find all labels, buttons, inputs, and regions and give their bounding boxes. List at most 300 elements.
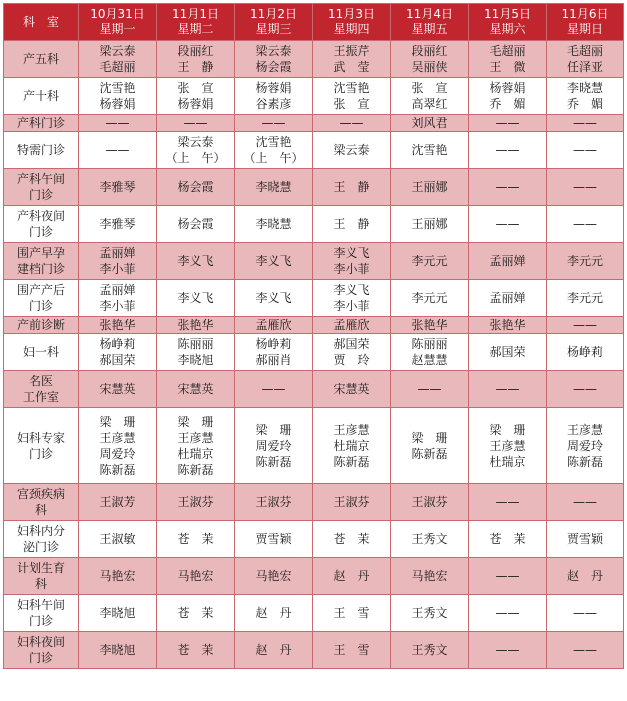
department-cell <box>4 317 79 334</box>
department-name-line: 建档门诊 <box>16 262 65 276</box>
doctor-name: 杨峥莉 <box>255 337 292 351</box>
doctor-name: 杨会霞 <box>177 180 214 194</box>
schedule-cell <box>235 132 313 169</box>
doctor-name: 王淑芬 <box>255 495 292 509</box>
schedule-cell <box>469 632 547 669</box>
doctor-name: 段丽红 <box>177 44 214 58</box>
table-row <box>4 632 624 669</box>
department-name-line: 妇一科 <box>22 345 59 359</box>
doctor-name: —— <box>573 643 597 657</box>
doctor-name: —— <box>495 217 520 231</box>
department-cell <box>4 558 79 595</box>
department-name-line: 产前诊断 <box>16 318 65 332</box>
doctor-name: —— <box>573 495 597 509</box>
day-weekday: 星期四 <box>333 22 370 36</box>
department-name-line: 名医 <box>28 374 53 388</box>
table-row <box>4 243 624 280</box>
schedule-cell <box>547 115 624 132</box>
table-row <box>4 371 624 408</box>
doctor-name: 杨会霞 <box>177 217 214 231</box>
schedule-cell <box>469 595 547 632</box>
schedule-cell <box>391 595 469 632</box>
department-name-line: 特需门诊 <box>16 143 65 157</box>
doctor-name: 王 静 <box>177 60 214 74</box>
doctor-name: 赵 丹 <box>566 569 603 583</box>
schedule-cell <box>235 484 313 521</box>
schedule-cell <box>79 595 157 632</box>
department-name-line: 产五科 <box>22 52 59 66</box>
department-name-line: 产科夜间 <box>16 209 65 223</box>
schedule-cell <box>157 558 235 595</box>
doctor-name: 杨峥莉 <box>99 337 136 351</box>
schedule-cell <box>157 484 235 521</box>
department-name-line: 泌门诊 <box>22 540 59 554</box>
schedule-cell <box>313 41 391 78</box>
doctor-name: 李义飞 <box>255 291 292 305</box>
doctor-name: 张艳华 <box>489 318 526 332</box>
schedule-cell <box>391 41 469 78</box>
schedule-cell <box>547 632 624 669</box>
doctor-name: 王 静 <box>333 217 370 231</box>
schedule-cell <box>79 558 157 595</box>
doctor-name: 赵 丹 <box>333 569 370 583</box>
doctor-name: 梁云泰 <box>255 44 292 58</box>
schedule-cell <box>391 334 469 371</box>
schedule-cell <box>235 169 313 206</box>
department-name-line: 门诊 <box>28 299 53 313</box>
schedule-cell <box>547 169 624 206</box>
schedule-cell <box>313 132 391 169</box>
schedule-cell <box>547 78 624 115</box>
department-cell <box>4 484 79 521</box>
doctor-name: —— <box>495 606 520 620</box>
doctor-name: 梁云泰 <box>333 143 370 157</box>
department-cell <box>4 521 79 558</box>
doctor-name: 李晓旭 <box>99 643 136 657</box>
schedule-cell <box>79 371 157 408</box>
schedule-cell <box>157 132 235 169</box>
schedule-cell <box>79 115 157 132</box>
doctor-name: 周爱玲 <box>566 438 603 453</box>
doctor-name: 王振芹 <box>333 44 370 58</box>
doctor-name: 王丽娜 <box>411 217 448 231</box>
doctor-name: 李雅琴 <box>99 217 136 231</box>
doctor-name: 李晓慧 <box>566 81 603 95</box>
doctor-name: 李义飞 <box>177 254 214 268</box>
schedule-cell <box>313 595 391 632</box>
doctor-name: 郝国荣 <box>99 353 136 367</box>
department-cell <box>4 169 79 206</box>
doctor-name: 孟丽婵 <box>489 291 526 305</box>
day-weekday: 星期一 <box>99 22 136 36</box>
doctor-name: 沈雪艳 <box>411 143 448 157</box>
schedule-cell <box>157 521 235 558</box>
schedule-cell <box>469 115 547 132</box>
day-weekday: 星期日 <box>566 22 603 36</box>
doctor-name: 周爱玲 <box>99 446 136 461</box>
table-row <box>4 317 624 334</box>
doctor-name: 马艳宏 <box>99 569 136 583</box>
doctor-name: 郝国荣 <box>489 345 526 359</box>
schedule-cell <box>313 408 391 484</box>
doctor-name: 梁 珊 <box>489 422 526 437</box>
doctor-name: 李晓慧 <box>255 180 292 194</box>
doctor-name: 杨会霞 <box>255 60 292 74</box>
department-name-line: 门诊 <box>28 225 53 239</box>
table-row <box>4 484 624 521</box>
schedule-cell <box>469 206 547 243</box>
doctor-name: —— <box>105 143 130 157</box>
doctor-name: 吴丽侠 <box>411 60 448 74</box>
doctor-name: 李晓旭 <box>99 606 136 620</box>
doctor-name: 贾 玲 <box>333 353 370 367</box>
doctor-name: 王淑芬 <box>177 495 214 509</box>
doctor-name: 李小菲 <box>99 262 136 276</box>
department-name-line: 工作室 <box>22 390 59 404</box>
doctor-name: 张艳华 <box>411 318 448 332</box>
doctor-name: 谷素彦 <box>255 97 292 111</box>
schedule-cell <box>469 334 547 371</box>
doctor-name: 乔 媚 <box>489 97 526 111</box>
schedule-cell <box>79 41 157 78</box>
doctor-name: 宋慧英 <box>99 382 136 396</box>
doctor-name: 梁 珊 <box>177 414 214 429</box>
doctor-name: 李小菲 <box>333 299 370 313</box>
schedule-cell <box>313 521 391 558</box>
department-name-line: 妇科午间 <box>16 598 65 612</box>
schedule-cell <box>157 280 235 317</box>
doctor-name: 孟丽婵 <box>489 254 526 268</box>
doctor-name: 李义飞 <box>333 283 370 297</box>
doctor-name: 杨峥莉 <box>566 345 603 359</box>
doctor-name: 王 微 <box>489 60 526 74</box>
doctor-name: 郝丽肖 <box>255 353 292 367</box>
day-column-header <box>547 4 624 41</box>
schedule-cell <box>547 317 624 334</box>
department-name-line: 产十科 <box>22 89 59 103</box>
department-name-line: 门诊 <box>28 614 53 628</box>
schedule-cell <box>469 41 547 78</box>
day-weekday: 星期五 <box>411 22 448 36</box>
schedule-cell <box>235 243 313 280</box>
day-column-header <box>235 4 313 41</box>
table-row <box>4 595 624 632</box>
doctor-name: 李雅琴 <box>99 180 136 194</box>
doctor-name: 沈雪艳 <box>99 81 136 95</box>
doctor-name: 张艳华 <box>177 318 214 332</box>
table-body <box>4 41 624 669</box>
schedule-cell <box>469 169 547 206</box>
schedule-cell <box>547 595 624 632</box>
doctor-name: —— <box>495 143 520 157</box>
doctor-name: 王淑芳 <box>99 495 136 509</box>
doctor-name: 宋慧英 <box>177 382 214 396</box>
schedule-cell <box>157 115 235 132</box>
schedule-cell <box>391 371 469 408</box>
doctor-name: —— <box>495 643 520 657</box>
schedule-cell <box>313 371 391 408</box>
doctor-name: 李义飞 <box>333 246 370 260</box>
day-weekday: 星期二 <box>177 22 214 36</box>
doctor-name: 王淑敏 <box>99 532 136 546</box>
doctor-name: —— <box>183 116 208 130</box>
doctor-name: 李晓旭 <box>177 353 214 367</box>
doctor-name: 杜瑞京 <box>177 446 214 461</box>
doctor-name: 沈雪艳 <box>255 135 292 149</box>
schedule-cell <box>391 132 469 169</box>
doctor-name: 苍 茉 <box>333 532 370 546</box>
schedule-cell <box>157 408 235 484</box>
schedule-cell <box>313 115 391 132</box>
doctor-name: 陈新磊 <box>177 462 214 477</box>
schedule-cell <box>313 632 391 669</box>
department-cell <box>4 78 79 115</box>
schedule-cell <box>235 371 313 408</box>
department-cell <box>4 243 79 280</box>
schedule-cell <box>469 558 547 595</box>
schedule-cell <box>313 169 391 206</box>
doctor-name: 张 宣 <box>177 81 214 95</box>
department-cell <box>4 206 79 243</box>
schedule-cell <box>79 632 157 669</box>
schedule-cell <box>313 280 391 317</box>
doctor-name: 王淑芬 <box>411 495 448 509</box>
schedule-cell <box>235 280 313 317</box>
doctor-name: 李元元 <box>411 291 448 305</box>
doctor-name: 武 莹 <box>333 60 370 74</box>
doctor-name: 段丽红 <box>411 44 448 58</box>
schedule-cell <box>79 206 157 243</box>
department-cell <box>4 115 79 132</box>
day-date: 10月31日 <box>90 7 145 21</box>
schedule-cell <box>391 521 469 558</box>
schedule-cell <box>391 558 469 595</box>
schedule-cell <box>391 484 469 521</box>
doctor-name: 李元元 <box>566 291 603 305</box>
schedule-cell <box>391 206 469 243</box>
schedule-cell <box>391 243 469 280</box>
doctor-name: （上 午） <box>165 151 226 165</box>
doctor-name: 苍 茉 <box>177 643 214 657</box>
department-cell <box>4 595 79 632</box>
schedule-cell <box>235 41 313 78</box>
doctor-name: 毛超丽 <box>489 44 526 58</box>
doctor-name: 王秀文 <box>411 606 448 620</box>
day-column-header <box>313 4 391 41</box>
doctor-name: 梁 珊 <box>99 414 136 429</box>
doctor-name: 陈新磊 <box>411 446 448 461</box>
doctor-name: —— <box>105 116 130 130</box>
doctor-name: 周爱玲 <box>255 438 292 453</box>
doctor-name: —— <box>573 318 597 332</box>
doctor-name: —— <box>495 180 520 194</box>
schedule-cell <box>391 408 469 484</box>
schedule-cell <box>547 408 624 484</box>
schedule-cell <box>79 243 157 280</box>
schedule-cell <box>547 484 624 521</box>
doctor-name: 李晓慧 <box>255 217 292 231</box>
table-row <box>4 521 624 558</box>
doctor-name: 杜瑞京 <box>333 438 370 453</box>
schedule-cell <box>547 280 624 317</box>
doctor-name: —— <box>573 217 597 231</box>
doctor-name: 王 静 <box>333 180 370 194</box>
schedule-cell <box>469 280 547 317</box>
day-weekday: 星期六 <box>489 22 526 36</box>
day-date: 11月2日 <box>250 7 297 21</box>
doctor-name: 郝国荣 <box>333 337 370 351</box>
table-row <box>4 78 624 115</box>
doctor-name: 宋慧英 <box>333 382 370 396</box>
schedule-cell <box>313 484 391 521</box>
doctor-name: —— <box>495 382 520 396</box>
schedule-cell <box>235 78 313 115</box>
department-cell <box>4 41 79 78</box>
doctor-name: 梁 珊 <box>411 430 448 445</box>
doctor-name: 王彦慧 <box>333 422 370 437</box>
doctor-name: 沈雪艳 <box>333 81 370 95</box>
schedule-cell <box>235 334 313 371</box>
doctor-name: 李元元 <box>566 254 603 268</box>
doctor-name: —— <box>261 382 286 396</box>
schedule-cell <box>547 371 624 408</box>
doctor-name: 赵慧慧 <box>411 353 448 367</box>
doctor-name: 陈丽丽 <box>411 337 448 351</box>
schedule-cell <box>157 41 235 78</box>
department-cell <box>4 132 79 169</box>
table-row <box>4 41 624 78</box>
schedule-cell <box>235 317 313 334</box>
schedule-cell <box>235 206 313 243</box>
schedule-cell <box>235 558 313 595</box>
schedule-cell <box>157 334 235 371</box>
doctor-name: —— <box>573 606 597 620</box>
schedule-cell <box>469 521 547 558</box>
day-date: 11月6日 <box>561 7 609 21</box>
department-name-line: 产科门诊 <box>16 116 65 130</box>
schedule-cell <box>235 595 313 632</box>
schedule-cell <box>79 317 157 334</box>
doctor-name: 梁云泰 <box>177 135 214 149</box>
schedule-cell <box>313 334 391 371</box>
doctor-name: 李义飞 <box>177 291 214 305</box>
schedule-table <box>3 3 624 669</box>
doctor-name: 高翠红 <box>411 97 448 111</box>
day-column-header <box>79 4 157 41</box>
doctor-name: 苍 茉 <box>489 532 526 546</box>
schedule-cell <box>313 558 391 595</box>
day-date: 11月5日 <box>484 7 531 21</box>
doctor-name: 张艳华 <box>99 318 136 332</box>
department-cell <box>4 371 79 408</box>
header-row <box>4 4 624 41</box>
department-name-line: 计划生育 <box>16 561 65 575</box>
schedule-cell <box>469 78 547 115</box>
department-cell <box>4 280 79 317</box>
schedule-cell <box>391 115 469 132</box>
schedule-cell <box>313 206 391 243</box>
doctor-name: 杜瑞京 <box>489 454 526 469</box>
schedule-cell <box>313 243 391 280</box>
schedule-cell <box>313 78 391 115</box>
doctor-name: 杨蓉娟 <box>489 81 526 95</box>
doctor-name: 王彦慧 <box>566 422 603 437</box>
doctor-name: 马艳宏 <box>255 569 292 583</box>
schedule-cell <box>235 408 313 484</box>
day-date: 11月1日 <box>172 7 219 21</box>
table-row <box>4 558 624 595</box>
doctor-name: 王 雪 <box>333 643 370 657</box>
schedule-cell <box>547 206 624 243</box>
schedule-cell <box>391 169 469 206</box>
schedule-cell <box>391 280 469 317</box>
doctor-name: 王淑芬 <box>333 495 370 509</box>
schedule-cell <box>547 41 624 78</box>
schedule-cell <box>79 280 157 317</box>
doctor-name: 乔 媚 <box>566 97 603 111</box>
doctor-name: 贾雪颖 <box>255 532 292 546</box>
doctor-name: 杨蓉娟 <box>177 97 214 111</box>
doctor-name: 陈新磊 <box>255 454 292 469</box>
doctor-name: 王彦慧 <box>99 430 136 445</box>
doctor-name: 任泽亚 <box>566 60 603 74</box>
table-row <box>4 334 624 371</box>
schedule-cell <box>469 484 547 521</box>
schedule-cell <box>79 408 157 484</box>
department-name-line: 宫颈疾病 <box>16 487 65 501</box>
doctor-name: —— <box>573 180 597 194</box>
table-header <box>4 4 624 41</box>
doctor-name: 陈丽丽 <box>177 337 214 351</box>
doctor-name: 张 宣 <box>411 81 448 95</box>
day-date: 11月4日 <box>406 7 453 21</box>
schedule-cell <box>157 632 235 669</box>
doctor-name: 孟丽婵 <box>99 246 136 260</box>
doctor-name: —— <box>339 116 364 130</box>
doctor-name: 毛超丽 <box>566 44 603 58</box>
schedule-cell <box>157 169 235 206</box>
schedule-cell <box>157 371 235 408</box>
schedule-cell <box>547 521 624 558</box>
department-name-line: 妇科夜间 <box>16 635 65 649</box>
schedule-cell <box>79 78 157 115</box>
doctor-name: 王秀文 <box>411 532 448 546</box>
doctor-name: 赵 丹 <box>255 643 292 657</box>
department-cell <box>4 408 79 484</box>
schedule-cell <box>79 334 157 371</box>
schedule-cell <box>79 484 157 521</box>
doctor-name: 毛超丽 <box>99 60 136 74</box>
doctor-name: 苍 茉 <box>177 532 214 546</box>
schedule-cell <box>313 317 391 334</box>
schedule-cell <box>157 243 235 280</box>
doctor-name: 梁 珊 <box>255 422 292 437</box>
department-cell <box>4 334 79 371</box>
doctor-name: 梁云泰 <box>99 44 136 58</box>
doctor-name: 孟雁欣 <box>333 318 370 332</box>
department-name-line: 门诊 <box>28 651 53 665</box>
dept-column-header: 科 室 <box>4 4 79 41</box>
department-name-line: 妇科专家 <box>16 430 65 445</box>
doctor-name: 陈新磊 <box>566 454 603 469</box>
doctor-name: 王彦慧 <box>489 438 526 453</box>
schedule-cell <box>469 371 547 408</box>
department-name-line: 围产产后 <box>16 283 65 297</box>
doctor-name: （上 午） <box>243 151 304 165</box>
doctor-name: 孟雁欣 <box>255 318 292 332</box>
schedule-cell <box>157 317 235 334</box>
schedule-cell <box>469 317 547 334</box>
